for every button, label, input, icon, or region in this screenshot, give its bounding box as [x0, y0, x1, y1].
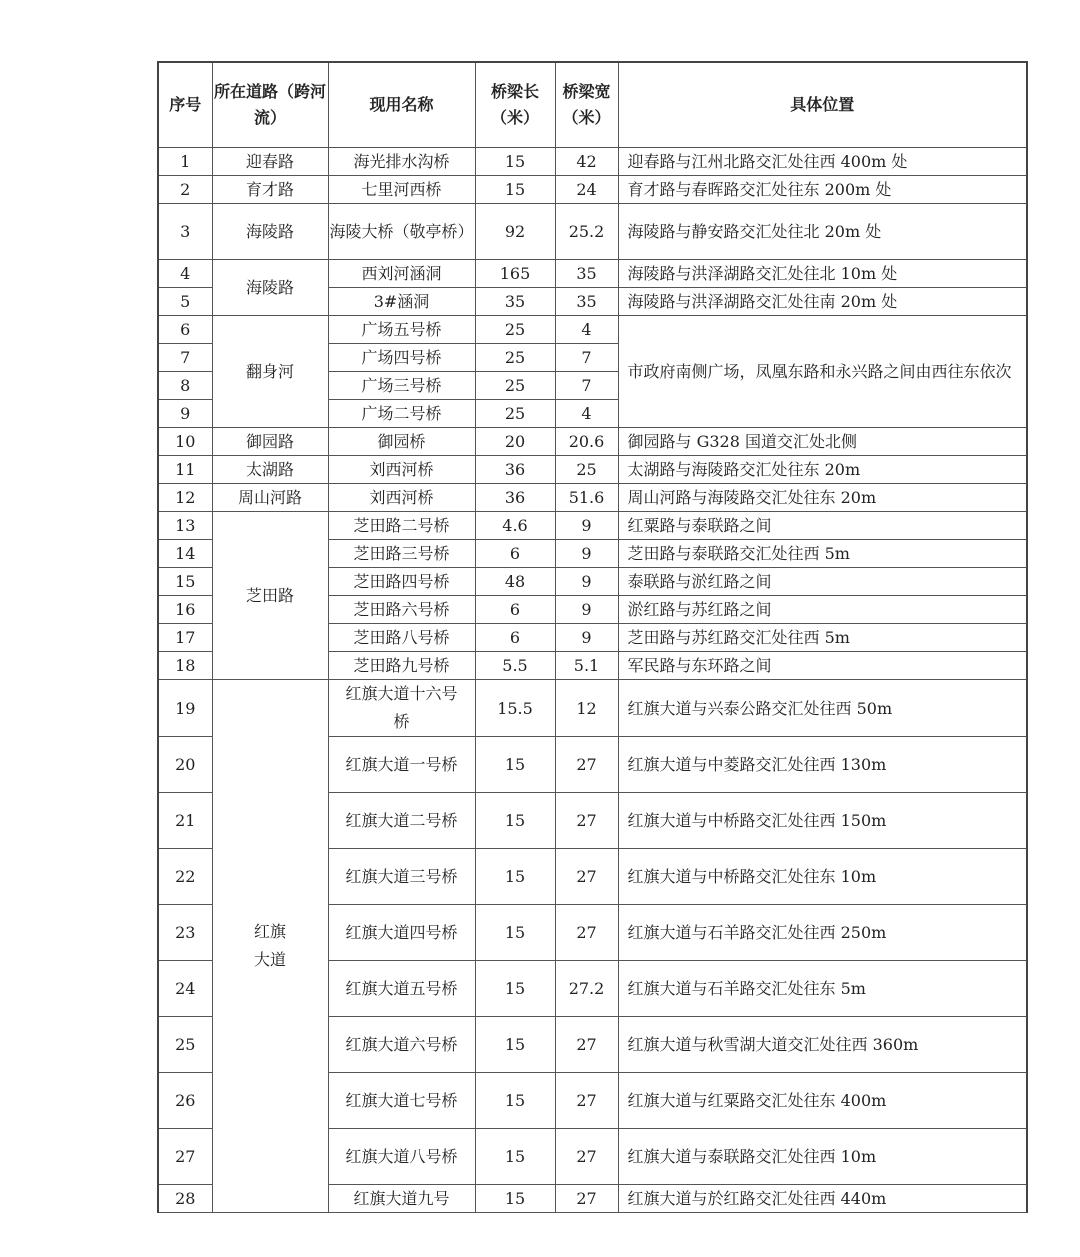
- header-road: 所在道路（跨河流）: [212, 62, 328, 148]
- cell-seq: 23: [158, 905, 212, 961]
- cell-seq: 24: [158, 961, 212, 1017]
- cell-name: 芝田路九号桥: [328, 652, 475, 680]
- cell-length: 15: [475, 737, 555, 793]
- cell-road: 周山河路: [212, 484, 328, 512]
- cell-seq: 22: [158, 849, 212, 905]
- cell-road: 红旗大道: [212, 680, 328, 1213]
- table-row: [158, 148, 1027, 176]
- cell-length: 92: [475, 204, 555, 260]
- cell-name: 芝田路六号桥: [328, 596, 475, 624]
- cell-seq: 27: [158, 1129, 212, 1185]
- cell-width: 24: [555, 176, 618, 204]
- cell-length: 20: [475, 428, 555, 456]
- cell-length: 48: [475, 568, 555, 596]
- cell-width: 9: [555, 540, 618, 568]
- cell-location: 育才路与春晖路交汇处往东 200m 处: [618, 176, 1027, 204]
- cell-location: 红旗大道与於红路交汇处往西 440m: [618, 1185, 1027, 1213]
- table-row: [158, 260, 1027, 288]
- cell-seq: 3: [158, 204, 212, 260]
- cell-name: 红旗大道五号桥: [328, 961, 475, 1017]
- cell-length: 15: [475, 905, 555, 961]
- cell-road: 育才路: [212, 176, 328, 204]
- cell-seq: 25: [158, 1017, 212, 1073]
- cell-seq: 6: [158, 316, 212, 344]
- cell-name: 红旗大道六号桥: [328, 1017, 475, 1073]
- cell-seq: 19: [158, 680, 212, 737]
- cell-width: 12: [555, 680, 618, 737]
- cell-length: 15: [475, 793, 555, 849]
- cell-name: 芝田路三号桥: [328, 540, 475, 568]
- cell-width: 27: [555, 1185, 618, 1213]
- cell-seq: 12: [158, 484, 212, 512]
- cell-location: 迎春路与江州北路交汇处往西 400m 处: [618, 148, 1027, 176]
- cell-location: 红旗大道与秋雪湖大道交汇处往西 360m: [618, 1017, 1027, 1073]
- cell-width: 42: [555, 148, 618, 176]
- cell-name: 红旗大道一号桥: [328, 737, 475, 793]
- cell-location: 红旗大道与红粟路交汇处往东 400m: [618, 1073, 1027, 1129]
- cell-length: 4.6: [475, 512, 555, 540]
- cell-location: 海陵路与静安路交汇处往北 20m 处: [618, 204, 1027, 260]
- cell-length: 15: [475, 1017, 555, 1073]
- table-row: [158, 176, 1027, 204]
- table-row: [158, 484, 1027, 512]
- cell-seq: 13: [158, 512, 212, 540]
- cell-width: 9: [555, 596, 618, 624]
- cell-width: 20.6: [555, 428, 618, 456]
- table-row: [158, 512, 1027, 540]
- cell-width: 7: [555, 372, 618, 400]
- cell-seq: 1: [158, 148, 212, 176]
- table-row: [158, 204, 1027, 260]
- cell-seq: 15: [158, 568, 212, 596]
- cell-location: 淤红路与苏红路之间: [618, 596, 1027, 624]
- cell-width: 9: [555, 568, 618, 596]
- cell-seq: 17: [158, 624, 212, 652]
- cell-road: 海陵路: [212, 260, 328, 316]
- cell-name: 刘西河桥: [328, 484, 475, 512]
- header-width: 桥梁宽（米）: [555, 62, 618, 148]
- cell-width: 9: [555, 624, 618, 652]
- cell-name: 刘西河桥: [328, 456, 475, 484]
- table-row: [158, 428, 1027, 456]
- cell-length: 15: [475, 1129, 555, 1185]
- cell-width: 27: [555, 849, 618, 905]
- cell-name: 七里河西桥: [328, 176, 475, 204]
- cell-name: 广场五号桥: [328, 316, 475, 344]
- cell-seq: 9: [158, 400, 212, 428]
- cell-seq: 4: [158, 260, 212, 288]
- cell-location: 红旗大道与中菱路交汇处往西 130m: [618, 737, 1027, 793]
- cell-location: 御园路与 G328 国道交汇处北侧: [618, 428, 1027, 456]
- cell-name: 海陵大桥（敬亭桥）: [328, 204, 475, 260]
- cell-location: 红旗大道与中桥路交汇处往东 10m: [618, 849, 1027, 905]
- table-row: [158, 680, 1027, 737]
- cell-length: 36: [475, 484, 555, 512]
- cell-location: 海陵路与洪泽湖路交汇处往南 20m 处: [618, 288, 1027, 316]
- cell-length: 25: [475, 372, 555, 400]
- cell-length: 15: [475, 1073, 555, 1129]
- cell-name: 海光排水沟桥: [328, 148, 475, 176]
- cell-name: 红旗大道四号桥: [328, 905, 475, 961]
- cell-location: 军民路与东环路之间: [618, 652, 1027, 680]
- cell-length: 15: [475, 176, 555, 204]
- cell-seq: 18: [158, 652, 212, 680]
- cell-location: 红旗大道与石羊路交汇处往东 5m: [618, 961, 1027, 1017]
- cell-location: 市政府南侧广场，凤凰东路和永兴路之间由西往东依次: [618, 316, 1027, 428]
- cell-location: 红旗大道与中桥路交汇处往西 150m: [618, 793, 1027, 849]
- cell-name: 红旗大道二号桥: [328, 793, 475, 849]
- cell-name: 芝田路四号桥: [328, 568, 475, 596]
- cell-length: 35: [475, 288, 555, 316]
- cell-length: 6: [475, 596, 555, 624]
- cell-width: 27.2: [555, 961, 618, 1017]
- cell-length: 165: [475, 260, 555, 288]
- cell-seq: 16: [158, 596, 212, 624]
- cell-name: 御园桥: [328, 428, 475, 456]
- cell-width: 9: [555, 512, 618, 540]
- cell-seq: 10: [158, 428, 212, 456]
- cell-name: 红旗大道七号桥: [328, 1073, 475, 1129]
- cell-seq: 21: [158, 793, 212, 849]
- cell-name: 红旗大道十六号桥: [328, 680, 475, 737]
- cell-road: 太湖路: [212, 456, 328, 484]
- cell-location: 芝田路与苏红路交汇处往西 5m: [618, 624, 1027, 652]
- table-row: [158, 316, 1027, 344]
- bridge-table: [157, 61, 1028, 1213]
- cell-road: 芝田路: [212, 512, 328, 680]
- cell-length: 15: [475, 849, 555, 905]
- cell-name: 西刘河涵洞: [328, 260, 475, 288]
- cell-name: 红旗大道九号: [328, 1185, 475, 1213]
- cell-seq: 11: [158, 456, 212, 484]
- cell-name: 芝田路八号桥: [328, 624, 475, 652]
- cell-length: 6: [475, 624, 555, 652]
- cell-location: 泰联路与淤红路之间: [618, 568, 1027, 596]
- header-length: 桥梁长（米）: [475, 62, 555, 148]
- header-name: 现用名称: [328, 62, 475, 148]
- cell-name: 红旗大道八号桥: [328, 1129, 475, 1185]
- cell-location: 红旗大道与兴泰公路交汇处往西 50m: [618, 680, 1027, 737]
- cell-length: 25: [475, 400, 555, 428]
- cell-width: 25.2: [555, 204, 618, 260]
- cell-width: 4: [555, 400, 618, 428]
- cell-seq: 5: [158, 288, 212, 316]
- cell-name: 3#涵洞: [328, 288, 475, 316]
- cell-length: 25: [475, 316, 555, 344]
- header-row: [158, 62, 1027, 148]
- cell-road: 御园路: [212, 428, 328, 456]
- cell-name: 红旗大道三号桥: [328, 849, 475, 905]
- cell-length: 15: [475, 961, 555, 1017]
- cell-width: 51.6: [555, 484, 618, 512]
- cell-width: 27: [555, 905, 618, 961]
- cell-width: 4: [555, 316, 618, 344]
- cell-location: 芝田路与泰联路交汇处往西 5m: [618, 540, 1027, 568]
- cell-seq: 28: [158, 1185, 212, 1213]
- cell-width: 5.1: [555, 652, 618, 680]
- cell-width: 27: [555, 1017, 618, 1073]
- header-seq: 序号: [158, 62, 212, 148]
- cell-width: 27: [555, 1129, 618, 1185]
- cell-seq: 26: [158, 1073, 212, 1129]
- cell-location: 海陵路与洪泽湖路交汇处往北 10m 处: [618, 260, 1027, 288]
- cell-length: 15: [475, 1185, 555, 1213]
- cell-seq: 2: [158, 176, 212, 204]
- header-location: 具体位置: [618, 62, 1027, 148]
- cell-width: 27: [555, 1073, 618, 1129]
- cell-length: 15: [475, 148, 555, 176]
- cell-width: 35: [555, 260, 618, 288]
- cell-name: 芝田路二号桥: [328, 512, 475, 540]
- cell-location: 周山河路与海陵路交汇处往东 20m: [618, 484, 1027, 512]
- cell-width: 35: [555, 288, 618, 316]
- cell-width: 27: [555, 793, 618, 849]
- cell-seq: 14: [158, 540, 212, 568]
- cell-width: 27: [555, 737, 618, 793]
- cell-name: 广场三号桥: [328, 372, 475, 400]
- cell-length: 6: [475, 540, 555, 568]
- cell-seq: 20: [158, 737, 212, 793]
- cell-road: 迎春路: [212, 148, 328, 176]
- cell-width: 25: [555, 456, 618, 484]
- cell-width: 7: [555, 344, 618, 372]
- cell-length: 36: [475, 456, 555, 484]
- cell-seq: 8: [158, 372, 212, 400]
- cell-name: 广场二号桥: [328, 400, 475, 428]
- cell-road: 翻身河: [212, 316, 328, 428]
- cell-road: 海陵路: [212, 204, 328, 260]
- cell-location: 红旗大道与石羊路交汇处往西 250m: [618, 905, 1027, 961]
- cell-location: 红旗大道与泰联路交汇处往西 10m: [618, 1129, 1027, 1185]
- cell-length: 15.5: [475, 680, 555, 737]
- cell-location: 太湖路与海陵路交汇处往东 20m: [618, 456, 1027, 484]
- cell-name: 广场四号桥: [328, 344, 475, 372]
- cell-length: 25: [475, 344, 555, 372]
- cell-seq: 7: [158, 344, 212, 372]
- table-row: [158, 456, 1027, 484]
- cell-length: 5.5: [475, 652, 555, 680]
- cell-location: 红粟路与泰联路之间: [618, 512, 1027, 540]
